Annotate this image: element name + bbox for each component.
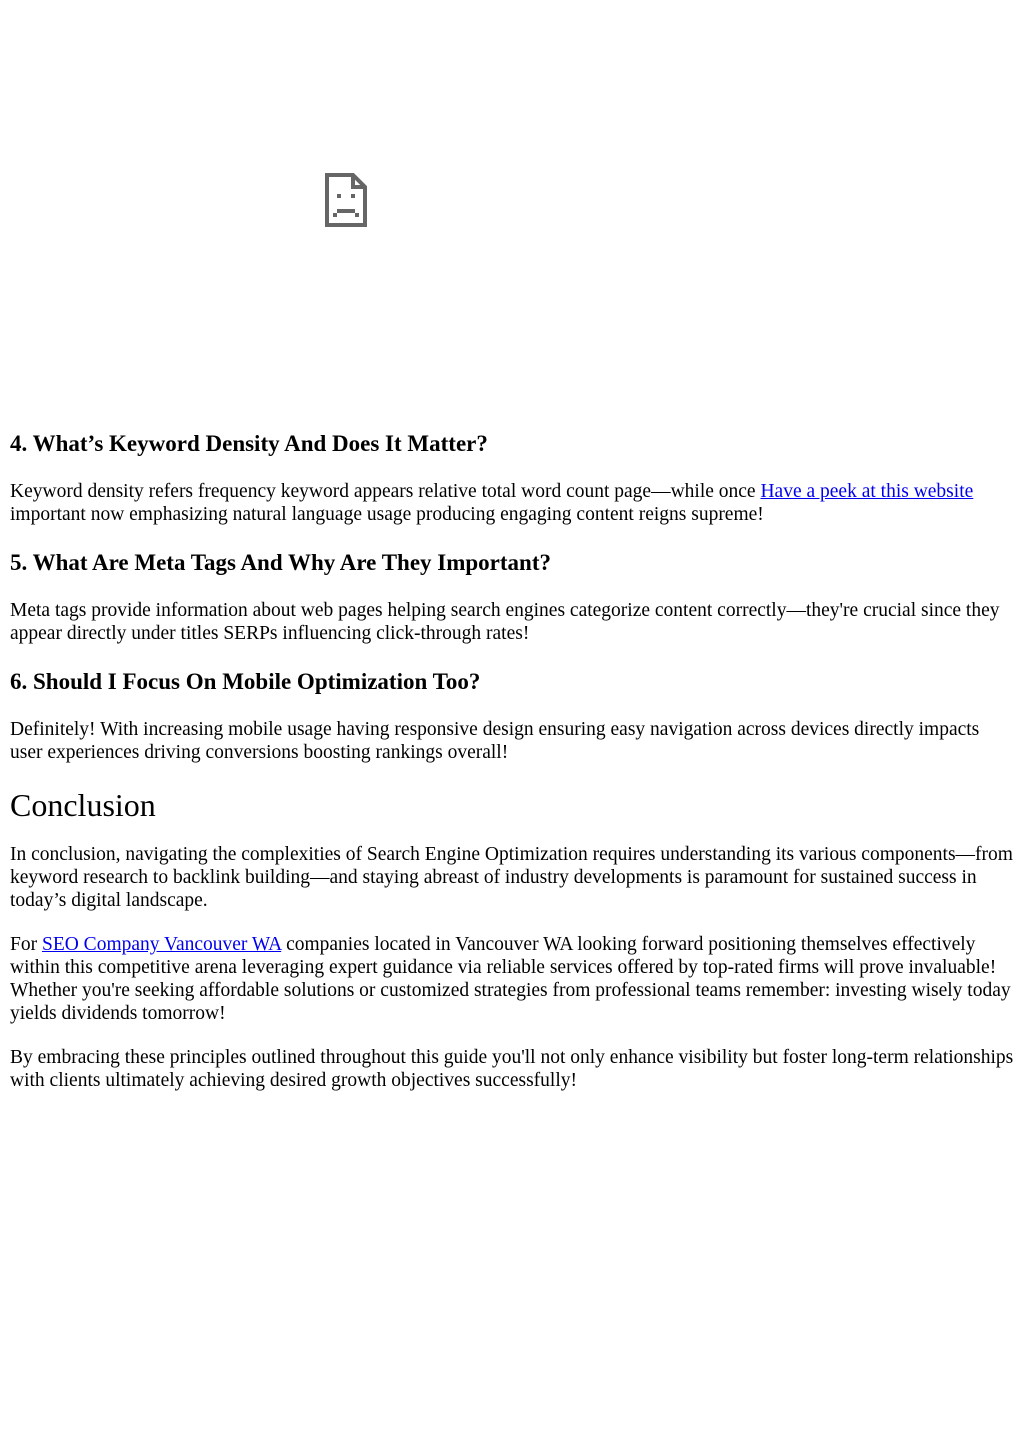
paragraph-meta-tags: Meta tags provide information about web pages helping search engines categorize content correctly—they're crucial since they appear directly under titles SERPs influencing click-through rates!	[10, 600, 1000, 644]
heading-conclusion: Conclusion	[10, 787, 156, 823]
broken-image-icon	[324, 172, 368, 228]
heading-meta-tags: 5. What Are Meta Tags And Why Are They Important?	[10, 550, 552, 575]
paragraph-conclusion-3: By embracing these principles outlined throughout this guide you'll not only enhance visibility but foster long-term relationships with clients ultimately achieving desired growth objectives successfully!	[10, 1047, 1014, 1091]
paragraph-conclusion-1: In conclusion, navigating the complexities of Search Engine Optimization requires understanding its various components—from keyword research to backlink building—and staying abreast of industry developments is paramount for sustained success in today’s digital landscape.	[10, 844, 1013, 911]
text-fragment: For	[10, 934, 42, 955]
text-fragment: important now emphasizing natural language usage producing engaging content reigns supreme!	[10, 504, 764, 525]
article-content	[10, 428, 1014, 1113]
embedded-media-frame	[0, 0, 1024, 410]
seo-company-vancouver-link[interactable]: SEO Company Vancouver WA	[41, 934, 282, 955]
peek-website-link[interactable]: Have a peek at this website	[760, 481, 974, 502]
text-fragment: companies located in Vancouver WA looking forward positioning themselves effectively within this competitive arena leveraging expert guidance via reliable services offered by top-rated firms will prove invaluable! Whether you're seeking affordable solutions or customized strategies from professional teams remember: investing wisely today yields dividends tomorrow!	[10, 934, 1011, 1024]
paragraph-mobile-optimization: Definitely! With increasing mobile usage having responsive design ensuring easy navigation across devices directly impacts user experiences driving conversions boosting rankings overall!	[10, 719, 980, 763]
heading-keyword-density: 4. What’s Keyword Density And Does It Matter?	[10, 431, 488, 456]
paragraph-keyword-density	[10, 480, 1014, 526]
paragraph-conclusion-2	[10, 933, 1014, 1025]
heading-mobile-optimization: 6. Should I Focus On Mobile Optimization Too?	[10, 669, 481, 694]
text-fragment: Keyword density refers frequency keyword appears relative total word count page—while once	[10, 481, 761, 502]
